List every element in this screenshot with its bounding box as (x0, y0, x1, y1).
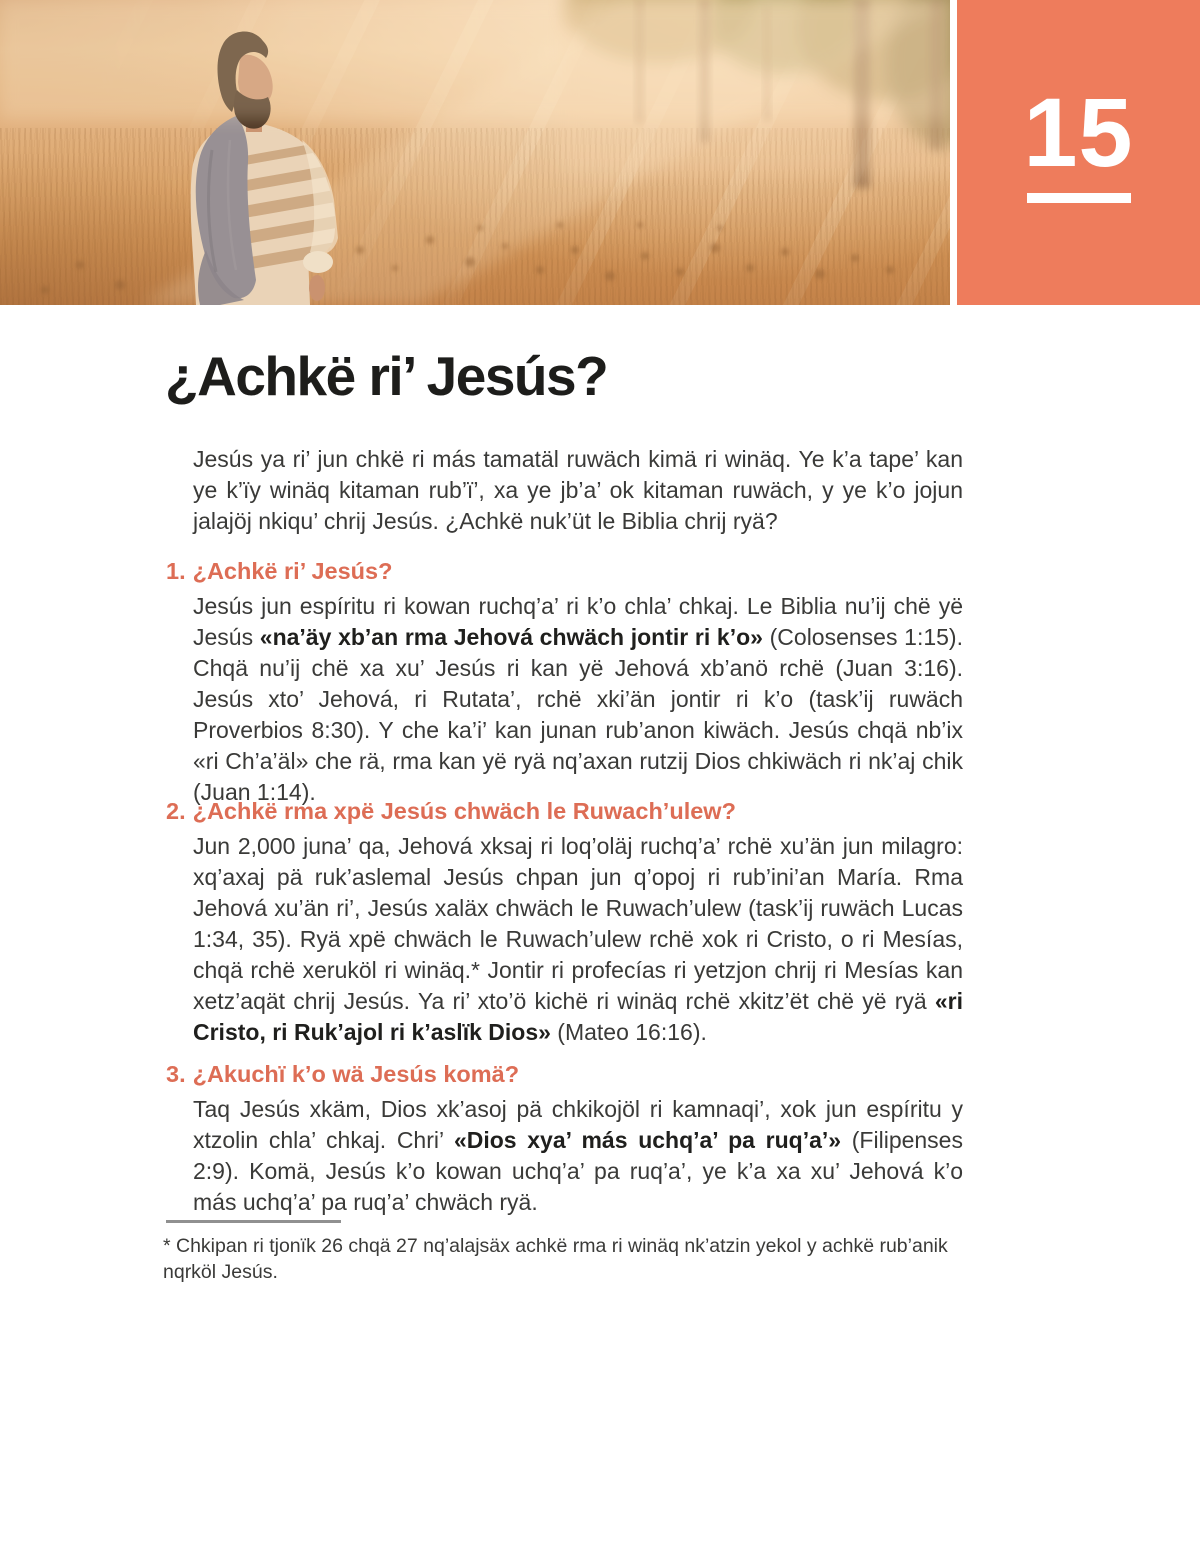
footnote-text: * Chkipan ri tjonïk 26 chqä 27 nq’alajsäx achkë rma ri winäq nk’atzin yekol y achkë rub’anik nqrköl Jesús. (163, 1235, 948, 1283)
hero-photo (0, 0, 950, 305)
section-3-paragraph: Taq Jesús xkäm, Dios xk’asoj pä chkikojöl ri kamnaqi’, xok jun espíritu y xtzolin chla’ chkaj. Chri’ «Dios xya’ más uchq’a’ pa ruq’a’» (Filipenses 2:9). Komä, Jesús k’o kowan uchq’a’ pa ruq’a’, ye k’a xa xu’ Jehová k’o más uchq’a’ pa ruq’a’ chwäch ryä. (193, 1096, 963, 1215)
section-1-heading (166, 557, 966, 585)
hero-photo-scene (0, 0, 950, 305)
lesson-number-underline (1027, 193, 1131, 203)
section-3-number: 3. (166, 1061, 186, 1087)
section-1-paragraph: Jesús jun espíritu ri kowan ruchq’a’ ri k’o chla’ chkaj. Le Biblia nu’ij chë yë Jesús «na’äy xb’an rma Jehová chwäch jontir ri k’o» (Colosenses 1:15). Chqä nu’ij chë xa xu’ Jesús ri kan yë Jehová xb’anö rchë (Juan 3:16). Jesús xto’ Jehová, ri Rutata’, rchë xki’än jontir ri k’o (task’ij ruwäch Proverbios 8:30). Y che ka’i’ kan junan rub’anon kiwäch. Jesús chqä nb’ix «ri Ch’a’äl» che rä, rma kan yë ryä nq’axan rutzij Dios chkiwäch ri nk’aj chik (Juan 1:14). (193, 593, 963, 805)
section-2-heading (166, 797, 966, 825)
section-2-number: 2. (166, 798, 186, 824)
section-2-paragraph: Jun 2,000 juna’ qa, Jehová xksaj ri loq’oläj ruchq’a’ rchë xu’än jun milagro: xq’axaj pä ruk’aslemal Jesús chpan jun q’opoj ri rub’ini’an María. Rma Jehová xu’än ri’, Jesús xaläx chwäch le Ruwach’ulew (task’ij ruwäch Lucas 1:34, 35). Ryä xpë chwäch le Ruwach’ulew rchë xok ri Cristo, o ri Mesías, chqä rchë xeruköl ri winäq.* Jontir ri profecías ri yetzjon chrij ri Mesías kan xetz’aqät chrij Jesús. Ya ri’ xto’ö kichë ri winäq rchë xkitz’ët chë yë ryä «ri Cristo, ri Ruk’ajol ri k’aslïk Dios» (Mateo 16:16). (193, 833, 963, 1045)
section-3-heading-text: ¿Akuchï k’o wä Jesús komä? (192, 1061, 520, 1087)
section-2-heading-text: ¿Achkë rma xpë Jesús chwäch le Ruwach’ulew? (192, 798, 736, 824)
footnote-divider (166, 1220, 341, 1223)
section-1-heading-text: ¿Achkë ri’ Jesús? (192, 558, 393, 584)
lesson-number-badge (957, 0, 1200, 305)
section-1-number: 1. (166, 558, 186, 584)
section-3-heading (166, 1060, 966, 1088)
page-title: ¿Achkë ri’ Jesús? (165, 345, 608, 407)
lesson-number: 15 (1023, 78, 1134, 187)
intro-paragraph: Jesús ya ri’ jun chkë ri más tamatäl ruwäch kimä ri winäq. Ye k’a tape’ kan ye k’ïy winäq kitaman rub’ï’, xa ye jb’a’ ok kitaman ruwäch, y ye k’o jojun jalajöj nkiqu’ chrij Jesús. ¿Achkë nuk’üt le Biblia chrij ryä? (193, 446, 963, 534)
